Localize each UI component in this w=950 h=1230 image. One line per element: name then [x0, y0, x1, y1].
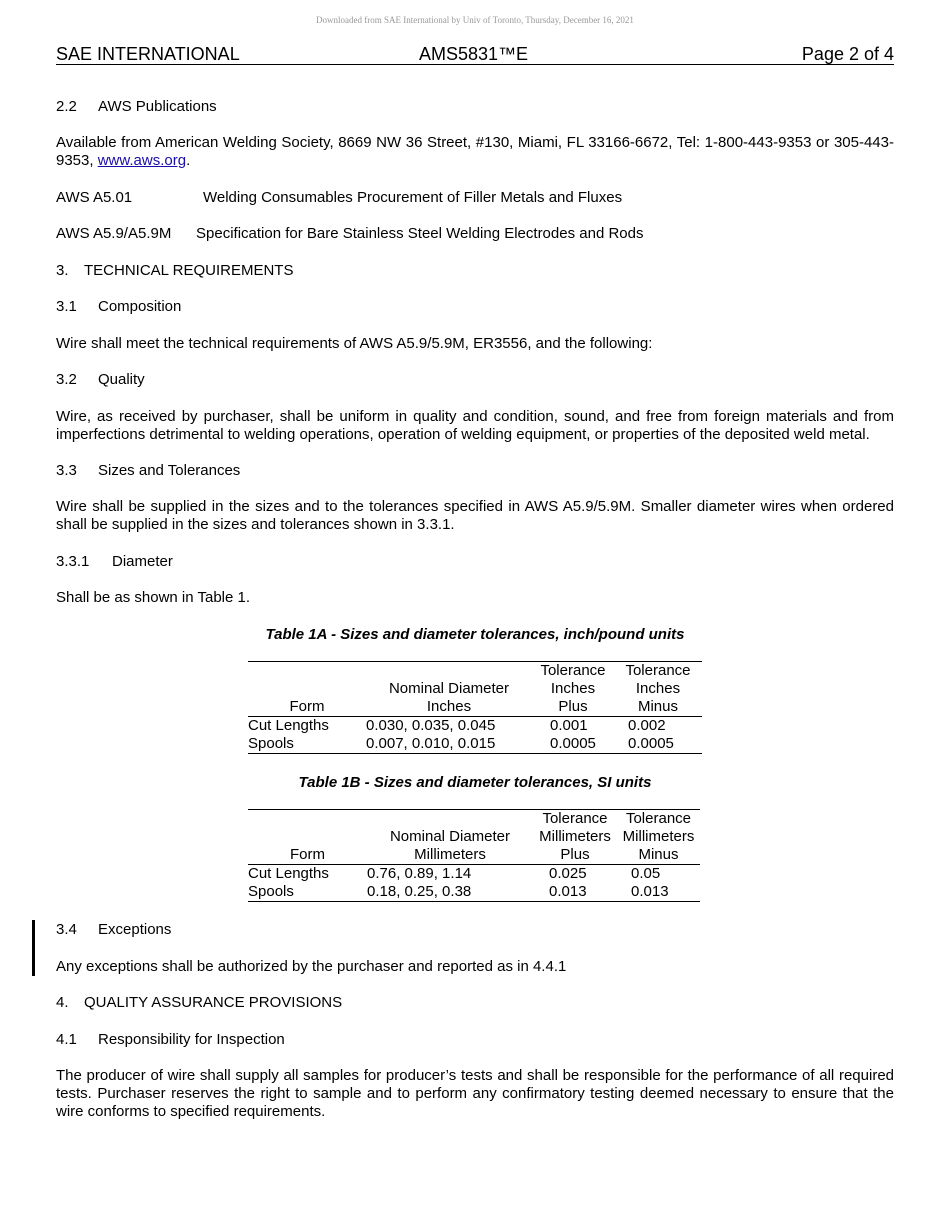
section-title: AWS Publications [98, 98, 217, 115]
download-watermark: Downloaded from SAE International by Univ of Toronto, Thursday, December 16, 2021 [316, 15, 634, 25]
section-4-1-body: The producer of wire shall supply all samples for producer’s tests and shall be responsible for the performance of all required tests. Purchaser reserves the right to sample and to perform any confirmatory testing deemed necessary to ensure that the wire conforms to specified requirements. [56, 1067, 894, 1120]
header-doc-number: AMS5831™E [419, 44, 529, 64]
cell-tol-plus: 0.001 [550, 717, 588, 734]
section-number: 4. [56, 994, 69, 1011]
section-3-3-heading [56, 462, 894, 480]
header-cell: Form [248, 846, 367, 865]
header-cell [248, 680, 366, 698]
cell-diameter: 0.18, 0.25, 0.38 [367, 883, 533, 902]
section-3-1-heading [56, 298, 894, 316]
section-4-1-heading [56, 1031, 894, 1049]
section-title: Sizes and Tolerances [98, 462, 241, 479]
header-cell: Minus [614, 698, 702, 717]
cell-tol-plus: 0.0005 [532, 735, 614, 754]
header-cell: Tolerance [625, 810, 692, 827]
table-header-row [248, 828, 700, 846]
cell-tol-minus: 0.0005 [614, 735, 702, 754]
table-1b [248, 809, 700, 902]
header-page-number: Page 2 of 4 [801, 44, 894, 64]
header-cell: Inches [366, 698, 532, 717]
header-cell [248, 810, 367, 829]
section-3-2-heading [56, 371, 894, 389]
header-cell: Millimeters [622, 828, 695, 845]
cell-tol-plus: 0.013 [533, 883, 617, 902]
section-number: 3.1 [56, 298, 77, 315]
header-cell: Tolerance [540, 662, 606, 679]
revision-change-bar [32, 920, 35, 976]
cell-tol-minus: 0.002 [628, 717, 666, 734]
header-cell: Millimeters [367, 846, 533, 865]
header-cell: Tolerance [625, 662, 691, 679]
section-3-3-1-heading [56, 553, 894, 571]
table-header-row [248, 846, 700, 865]
section-3-1-body: Wire shall meet the technical requirements of AWS A5.9/5.9M, ER3556, and the following: [56, 335, 653, 352]
table-header-row [248, 680, 702, 698]
section-3-4-heading [56, 921, 894, 939]
header-cell: Plus [533, 846, 617, 865]
section-number: 2.2 [56, 98, 77, 115]
table-1a [248, 661, 702, 754]
header-cell [248, 828, 367, 846]
section-3-2-body: Wire, as received by purchaser, shall be uniform in quality and condition, sound, and free from foreign materials and from imperfections detrimental to welding operations, operation of welding equipment, or properties of the deposited weld metal. [56, 408, 894, 443]
reference-code: AWS A5.01 [56, 189, 133, 206]
cell-diameter: 0.030, 0.035, 0.045 [366, 717, 496, 734]
aws-availability-text: Available from American Welding Society, 8669 NW 36 Street, #130, Miami, FL 33166-6672, Tel: 1-800-443-9353 or 305-443-9353, [56, 134, 894, 169]
aws-website-link[interactable]: www.aws.org [97, 152, 187, 169]
cell-tol-plus: 0.025 [549, 865, 587, 882]
section-title: QUALITY ASSURANCE PROVISIONS [84, 994, 343, 1011]
cell-tol-minus: 0.013 [617, 883, 700, 902]
section-title: Responsibility for Inspection [98, 1031, 285, 1048]
header-cell: Inches [635, 680, 681, 697]
aws-availability-tail: . [186, 152, 191, 169]
reference-title: Welding Consumables Procurement of Filler Metals and Fluxes [203, 189, 623, 206]
header-cell: Minus [617, 846, 700, 865]
table-header-row [248, 662, 702, 681]
aws-availability-paragraph [56, 134, 894, 170]
section-title: Composition [98, 298, 182, 315]
header-cell: Inches [550, 680, 596, 697]
cell-diameter: 0.007, 0.010, 0.015 [366, 735, 532, 754]
header-cell [248, 662, 366, 681]
table-1b-caption: Table 1B - Sizes and diameter tolerances, SI units [298, 774, 652, 791]
section-3-heading [56, 262, 894, 280]
table-1a-caption: Table 1A - Sizes and diameter tolerances, inch/pound units [265, 626, 685, 643]
cell-diameter: 0.76, 0.89, 1.14 [367, 865, 472, 882]
section-2-2-heading [56, 98, 894, 116]
section-3-3-body: Wire shall be supplied in the sizes and to the tolerances specified in AWS A5.9/5.9M. Smaller diameter wires when ordered shall be supplied in the sizes and tolerances shown in 3.3.1. [56, 498, 894, 533]
header-cell: Form [248, 698, 366, 717]
table-header-row [248, 698, 702, 717]
reference-aws-a5-9 [56, 225, 894, 243]
section-4-heading [56, 994, 894, 1012]
header-cell [366, 662, 532, 681]
section-title: Exceptions [98, 921, 172, 938]
cell-form: Cut Lengths [248, 717, 329, 734]
section-3-3-1-body: Shall be as shown in Table 1. [56, 589, 251, 606]
reference-aws-a5-01 [56, 189, 894, 207]
header-cell: Nominal Diameter [389, 828, 511, 845]
reference-code: AWS A5.9/A5.9M [56, 225, 172, 242]
section-title: Quality [98, 371, 145, 388]
header-cell: Nominal Diameter [388, 680, 510, 697]
section-number: 3.2 [56, 371, 77, 388]
table-row [248, 717, 702, 736]
table-row [248, 865, 700, 884]
section-number: 4.1 [56, 1031, 77, 1048]
header-cell: Tolerance [542, 810, 608, 827]
cell-form: Cut Lengths [248, 865, 329, 882]
header-cell: Millimeters [539, 828, 611, 845]
reference-title: Specification for Bare Stainless Steel Welding Electrodes and Rods [196, 225, 644, 242]
section-number: 3. [56, 262, 69, 279]
cell-tol-minus: 0.05 [631, 865, 661, 882]
section-number: 3.3.1 [56, 553, 90, 570]
cell-form: Spools [248, 735, 366, 754]
cell-form: Spools [248, 883, 367, 902]
table-row [248, 735, 702, 754]
section-number: 3.3 [56, 462, 77, 479]
header-org: SAE INTERNATIONAL [56, 44, 240, 64]
table-row [248, 883, 700, 902]
header-cell [367, 810, 533, 829]
section-3-4-body: Any exceptions shall be authorized by the purchaser and reported as in 4.4.1 [56, 958, 567, 975]
section-title: TECHNICAL REQUIREMENTS [84, 262, 294, 279]
section-title: Diameter [112, 553, 173, 570]
section-number: 3.4 [56, 921, 77, 938]
page-header [56, 44, 894, 65]
table-header-row [248, 810, 700, 829]
header-cell: Plus [532, 698, 614, 717]
